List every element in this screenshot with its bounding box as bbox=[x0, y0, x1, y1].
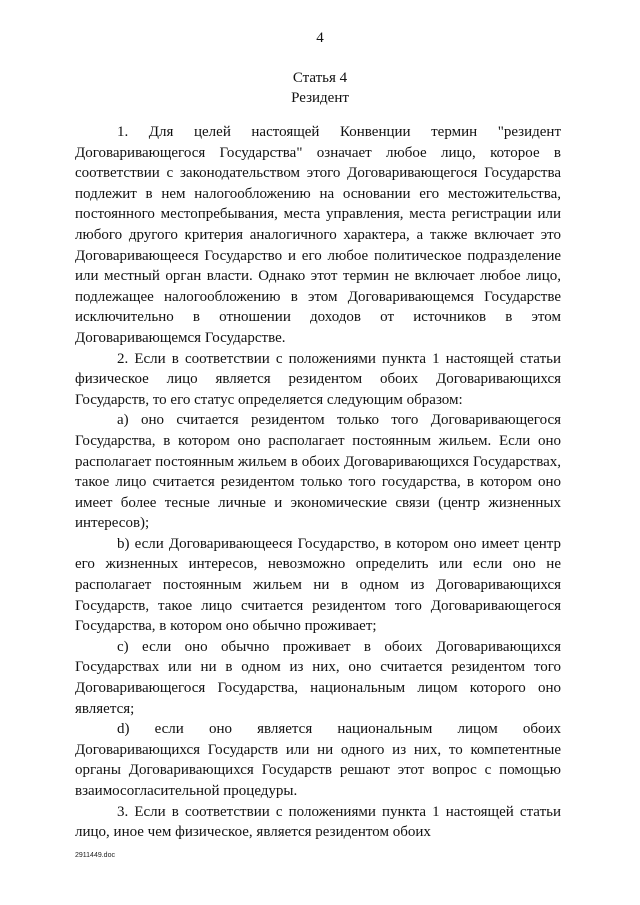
article-body bbox=[75, 122, 561, 843]
article-title: Статья 4 bbox=[292, 70, 348, 86]
paragraph-2: 2. Если в соответствии с положениями пункта 1 настоящей статьи физическое лицо является резидентом обоих Договаривающихся Государств, то его статус определяется следующим образом: bbox=[75, 350, 561, 408]
article-subtitle: Резидент bbox=[291, 90, 349, 106]
paragraph-1: 1. Для целей настоящей Конвенции термин "резидент Договаривающегося Государства" означает любое лицо, которое в соответствии с законодательством этого Договаривающегося Государства подлежит в нем налогообложению на основании его местожительства, постоянного местопребывания, места управления, места регистрации или любого другого критерия аналогичного характера, а также включает это Договаривающееся Государство и его любое политическое подразделение или местный орган власти. Однако этот термин не включает любое лицо, подлежащее налогообложению в этом Договаривающемся Государстве исключительно в отношении доходов от источников в этом Договаривающемся Государстве. bbox=[75, 124, 561, 346]
subparagraph-c: c) если оно обычно проживает в обоих Договаривающихся Государствах или ни в одном из них, оно считается резидентом того Договаривающегося Государства, национальным лицом которого оно является; bbox=[75, 638, 561, 717]
paragraph-3: 3. Если в соответствии с положениями пункта 1 настоящей статьи лицо, иное чем физическое, является резидентом обоих bbox=[75, 803, 561, 841]
page-number: 4 bbox=[316, 30, 324, 46]
document-footer-id: 2911449.doc bbox=[75, 852, 115, 859]
subparagraph-b: b) если Договаривающееся Государство, в котором оно имеет центр его жизненных интересов, невозможно определить или если оно не располагает постоянным жильем ни в одном из Договаривающихся Государств, такое лицо считается резидентом того Договаривающегося Государства, в котором оно обычно проживает; bbox=[75, 535, 561, 635]
subparagraph-a: a) оно считается резидентом только того Договаривающегося Государства, в котором оно располагает постоянным жильем. Если оно располагает постоянным жильем в обоих Договаривающихся Государствах, такое лицо считается резидентом только того государства, в котором оно имеет более тесные личные и экономические связи (центр жизненных интересов); bbox=[75, 412, 561, 532]
article-heading bbox=[0, 68, 640, 108]
subparagraph-d: d) если оно является национальным лицом обоих Договаривающихся Государств или ни одного из них, то компетентные органы Договаривающихся Государств решают этот вопрос с помощью взаимосогласительной процедуры. bbox=[75, 721, 561, 799]
